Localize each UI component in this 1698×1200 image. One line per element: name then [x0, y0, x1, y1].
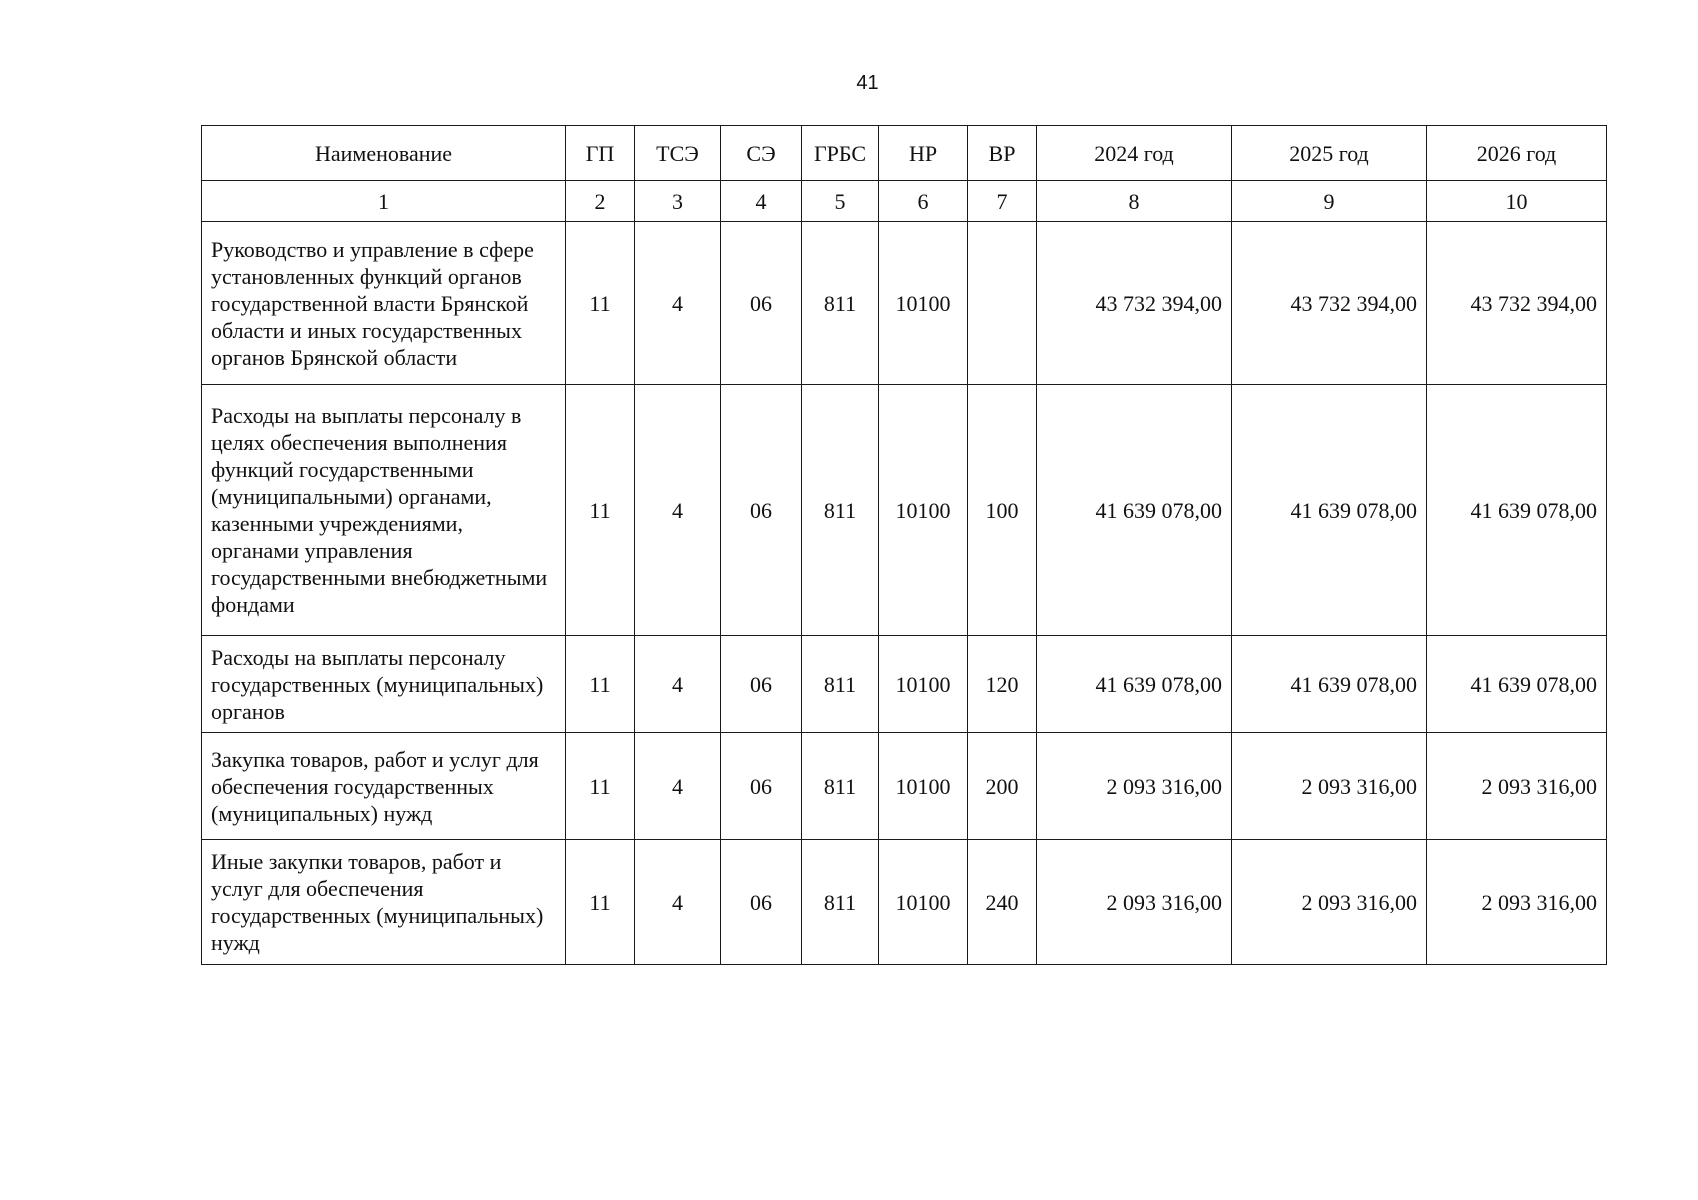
column-number: 9: [1232, 181, 1427, 222]
column-number: 10: [1427, 181, 1607, 222]
row-amount-2026: 2 093 316,00: [1427, 733, 1607, 840]
column-number: 1: [202, 181, 566, 222]
header-gp: ГП: [566, 126, 635, 181]
row-amount-2025: 2 093 316,00: [1232, 840, 1427, 965]
row-vr: 200: [968, 733, 1037, 840]
page-number: 41: [856, 72, 879, 94]
row-amount-2026: 41 639 078,00: [1427, 385, 1607, 636]
row-amount-2026: 43 732 394,00: [1427, 222, 1607, 385]
header-se: СЭ: [721, 126, 802, 181]
row-amount-2024: 2 093 316,00: [1037, 840, 1232, 965]
row-tse: 4: [635, 636, 721, 733]
row-tse: 4: [635, 222, 721, 385]
row-tse: 4: [635, 840, 721, 965]
row-name: Расходы на выплаты персоналу государственных (муниципальных) органов: [202, 636, 566, 733]
row-grbs: 811: [802, 385, 879, 636]
row-vr: 120: [968, 636, 1037, 733]
row-amount-2025: 41 639 078,00: [1232, 385, 1427, 636]
table-row: [202, 222, 1607, 385]
column-number: 5: [802, 181, 879, 222]
row-nr: 10100: [879, 840, 968, 965]
header-grbs: ГРБС: [802, 126, 879, 181]
row-se: 06: [721, 733, 802, 840]
row-amount-2025: 2 093 316,00: [1232, 733, 1427, 840]
row-grbs: 811: [802, 222, 879, 385]
row-grbs: 811: [802, 733, 879, 840]
row-amount-2024: 41 639 078,00: [1037, 385, 1232, 636]
column-number-row: [202, 181, 1607, 222]
header-tse: ТСЭ: [635, 126, 721, 181]
column-number: 4: [721, 181, 802, 222]
row-name: Расходы на выплаты персоналу в целях обеспечения выполнения функций государственными (муниципальными) органами, казенными учреждениями, органами управления государственными внебюджетными фондами: [202, 385, 566, 636]
table-row: [202, 733, 1607, 840]
row-amount-2025: 43 732 394,00: [1232, 222, 1427, 385]
column-number: 7: [968, 181, 1037, 222]
table-row: [202, 385, 1607, 636]
header-2026: 2026 год: [1427, 126, 1607, 181]
row-name: Иные закупки товаров, работ и услуг для обеспечения государственных (муниципальных) нужд: [202, 840, 566, 965]
header-2024: 2024 год: [1037, 126, 1232, 181]
row-tse: 4: [635, 733, 721, 840]
row-amount-2024: 41 639 078,00: [1037, 636, 1232, 733]
row-vr: [968, 222, 1037, 385]
column-number: 2: [566, 181, 635, 222]
row-se: 06: [721, 636, 802, 733]
row-tse: 4: [635, 385, 721, 636]
row-nr: 10100: [879, 385, 968, 636]
row-name: Закупка товаров, работ и услуг для обеспечения государственных (муниципальных) нужд: [202, 733, 566, 840]
row-vr: 100: [968, 385, 1037, 636]
budget-table: [201, 125, 1607, 965]
row-name: Руководство и управление в сфере установленных функций органов государственной власти Брянской области и иных государственных органов Брянской области: [202, 222, 566, 385]
row-amount-2025: 41 639 078,00: [1232, 636, 1427, 733]
row-grbs: 811: [802, 840, 879, 965]
table-row: [202, 636, 1607, 733]
header-nr: НР: [879, 126, 968, 181]
row-nr: 10100: [879, 733, 968, 840]
row-se: 06: [721, 222, 802, 385]
row-gp: 11: [566, 222, 635, 385]
row-amount-2024: 43 732 394,00: [1037, 222, 1232, 385]
row-amount-2026: 41 639 078,00: [1427, 636, 1607, 733]
row-se: 06: [721, 385, 802, 636]
row-se: 06: [721, 840, 802, 965]
column-number: 6: [879, 181, 968, 222]
row-gp: 11: [566, 636, 635, 733]
row-grbs: 811: [802, 636, 879, 733]
column-number: 3: [635, 181, 721, 222]
row-gp: 11: [566, 385, 635, 636]
header-row: [202, 126, 1607, 181]
row-amount-2024: 2 093 316,00: [1037, 733, 1232, 840]
table-row: [202, 840, 1607, 965]
row-gp: 11: [566, 840, 635, 965]
header-2025: 2025 год: [1232, 126, 1427, 181]
column-number: 8: [1037, 181, 1232, 222]
row-vr: 240: [968, 840, 1037, 965]
row-amount-2026: 2 093 316,00: [1427, 840, 1607, 965]
row-nr: 10100: [879, 222, 968, 385]
row-nr: 10100: [879, 636, 968, 733]
header-vr: ВР: [968, 126, 1037, 181]
header-name: Наименование: [202, 126, 566, 181]
row-gp: 11: [566, 733, 635, 840]
